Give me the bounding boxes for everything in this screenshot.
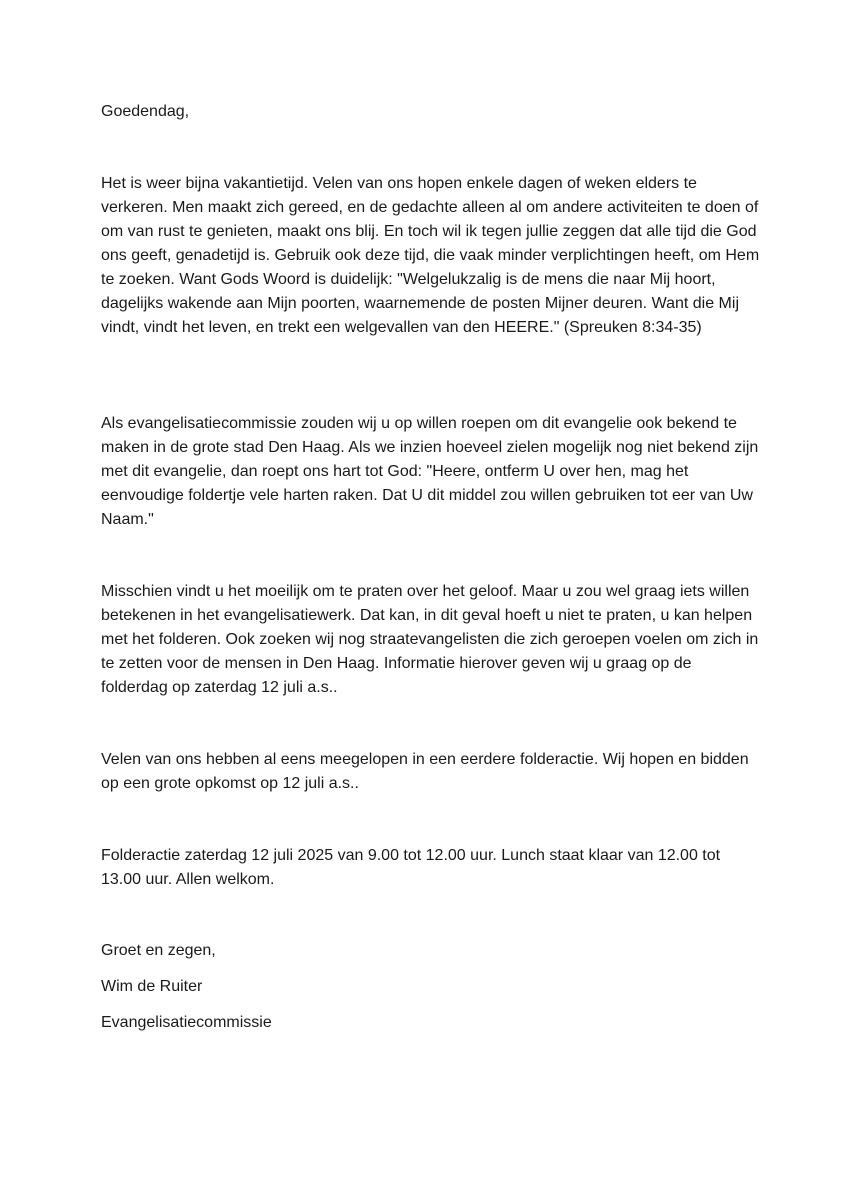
paragraph-evangelism-call: Als evangelisatiecommissie zouden wij u op willen roepen om dit evangelie ook bekend te maken in de grote stad Den Haag. Als we inzien hoeveel zielen mogelijk nog niet bekend zijn met dit evangelie, dan roept ons hart tot God: "Heere, ontferm U over hen, mag het eenvoudige foldertje vele harten raken. Dat U dit middel zou willen gebruiken tot eer van Uw Naam."	[101, 415, 759, 528]
paragraph-previous-action: Velen van ons hebben al eens meegelopen in een eerdere folderactie. Wij hopen en bidden op een grote opkomst op 12 juli a.s..	[101, 751, 749, 792]
paragraph-event-details: Folderactie zaterdag 12 juli 2025 van 9.00 tot 12.00 uur. Lunch staat klaar van 12.00 tot 13.00 uur. Allen welkom.	[101, 847, 721, 888]
signature-organization: Evangelisatiecommissie	[101, 1014, 272, 1031]
letter-greeting: Goedendag,	[101, 103, 190, 120]
paragraph-help-folders: Misschien vindt u het moeilijk om te praten over het geloof. Maar u zou wel graag iets willen betekenen in het evangelisatiewerk. Dat kan, in dit geval hoeft u niet te praten, u kan helpen met het folderen. Ook zoeken wij nog straatevangelisten die zich geroepen voelen om zich in te zetten voor de mensen in Den Haag. Informatie hierover geven wij u graag op de folderdag op zaterdag 12 juli a.s..	[101, 583, 759, 696]
paragraph-vacation: Het is weer bijna vakantietijd. Velen van ons hopen enkele dagen of weken elders te verkeren. Men maakt zich gereed, en de gedachte alleen al om andere activiteiten te doen of om van rust te genieten, maakt ons blij. En toch wil ik tegen jullie zeggen dat alle tijd die God ons geeft, genadetijd is. Gebruik ook deze tijd, die vaak minder verplichtingen heeft, om Hem te zoeken. Want Gods Woord is duidelijk: "Welgelukzalig is de mens die naar Mij hoort, dagelijks wakende aan Mijn poorten, waarnemende de posten Mijner deuren. Want die Mij vindt, vindt het leven, en trekt een welgevallen van den HEERE." (Spreuken 8:34-35)	[101, 175, 760, 336]
signature-name: Wim de Ruiter	[101, 978, 203, 995]
letter-closing: Groet en zegen,	[101, 942, 216, 959]
